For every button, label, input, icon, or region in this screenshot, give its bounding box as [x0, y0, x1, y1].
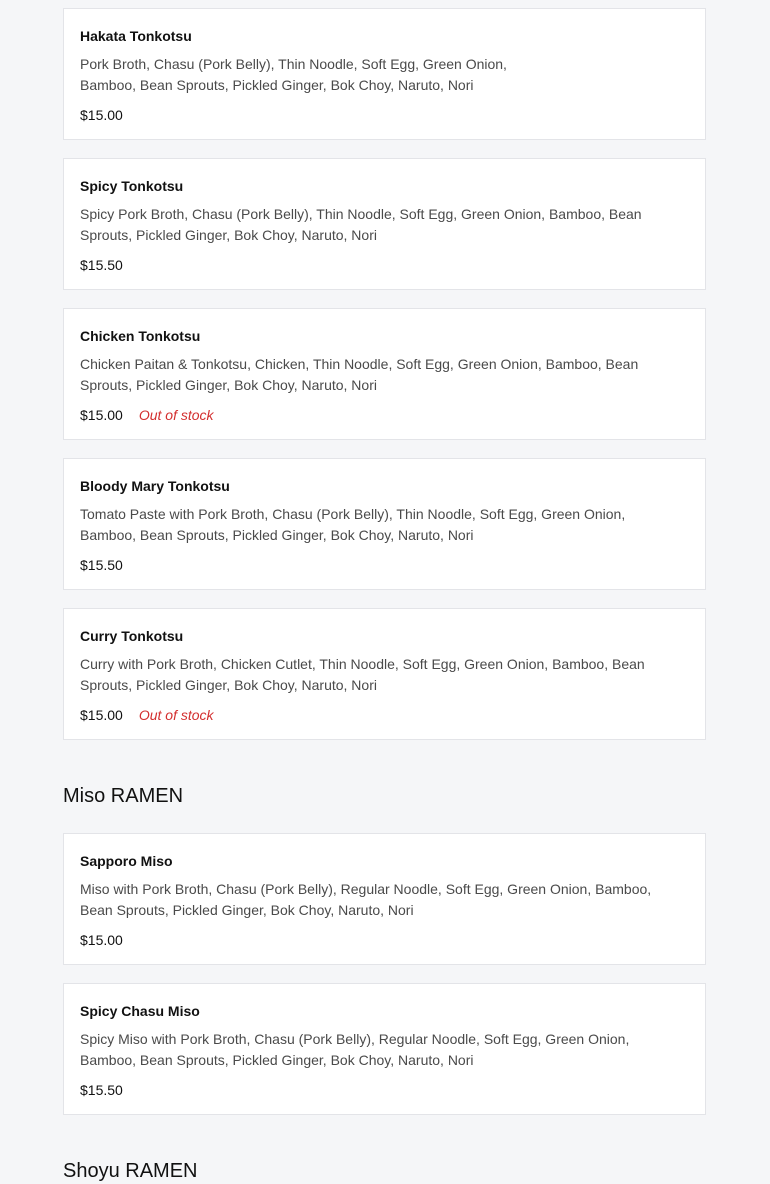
menu-item-description [80, 504, 680, 546]
menu-item-name: Curry Tonkotsu [80, 628, 184, 644]
menu-item-card[interactable] [63, 158, 706, 290]
menu-item-card[interactable] [63, 833, 706, 965]
menu-item-name: Spicy Chasu Miso [80, 1003, 200, 1019]
menu-item-price: $15.50 [80, 1082, 123, 1098]
menu-item-name: Chicken Tonkotsu [80, 328, 201, 344]
menu-item-price-row [80, 106, 123, 124]
menu-item-card[interactable] [63, 308, 706, 440]
menu-item-name: Sapporo Miso [80, 853, 173, 869]
menu-item-description [80, 1029, 680, 1071]
menu-item-card[interactable] [63, 608, 706, 740]
out-of-stock-label: Out of stock [138, 407, 214, 423]
menu-item-description-line: Spicy Pork Broth, Chasu (Pork Belly), Thin Noodle, Soft Egg, Green Onion, Bamboo, Bean [80, 206, 642, 222]
menu-item-price-row [80, 931, 123, 949]
menu-item-description-line: Sprouts, Pickled Ginger, Bok Choy, Naruto, Nori [80, 227, 377, 243]
menu-item-price-row [80, 406, 214, 424]
menu-item-description [80, 354, 680, 396]
menu-item-price-row [80, 706, 214, 724]
menu-item-description-line: Bamboo, Bean Sprouts, Pickled Ginger, Bok Choy, Naruto, Nori [80, 1052, 474, 1068]
menu-item-name: Bloody Mary Tonkotsu [80, 478, 230, 494]
menu-item-description [80, 204, 680, 246]
menu-item-price-row [80, 556, 123, 574]
menu-item-description [80, 654, 680, 696]
menu-item-description-line: Chicken Paitan & Tonkotsu, Chicken, Thin Noodle, Soft Egg, Green Onion, Bamboo, Bean [80, 356, 639, 372]
menu-item-description-line: Tomato Paste with Pork Broth, Chasu (Pork Belly), Thin Noodle, Soft Egg, Green Onion, [80, 506, 626, 522]
out-of-stock-label: Out of stock [138, 707, 214, 723]
menu-item-description-line: Curry with Pork Broth, Chicken Cutlet, Thin Noodle, Soft Egg, Green Onion, Bamboo, Bean [80, 656, 645, 672]
menu-item-price: $15.00 [80, 932, 123, 948]
menu-item-description-line: Sprouts, Pickled Ginger, Bok Choy, Naruto, Nori [80, 677, 377, 693]
section-title: Miso RAMEN [63, 785, 184, 807]
menu-item-price: $15.00 [80, 707, 123, 723]
menu-item-description-line: Bamboo, Bean Sprouts, Pickled Ginger, Bok Choy, Naruto, Nori [80, 527, 474, 543]
menu-item-card[interactable] [63, 458, 706, 590]
menu-item-description [80, 54, 680, 96]
menu-item-description-line: Bean Sprouts, Pickled Ginger, Bok Choy, Naruto, Nori [80, 902, 414, 918]
menu-item-card[interactable] [63, 8, 706, 140]
menu-item-name: Spicy Tonkotsu [80, 178, 184, 194]
section-title: Shoyu RAMEN [63, 1160, 198, 1182]
menu-item-description-line: Sprouts, Pickled Ginger, Bok Choy, Naruto, Nori [80, 377, 377, 393]
menu-item-price: $15.00 [80, 107, 123, 123]
menu-item-card[interactable] [63, 983, 706, 1115]
menu-item-description [80, 879, 680, 921]
menu-item-description-line: Bamboo, Bean Sprouts, Pickled Ginger, Bok Choy, Naruto, Nori [80, 77, 474, 93]
menu-item-price: $15.00 [80, 407, 123, 423]
menu-item-price-row [80, 256, 123, 274]
menu-item-price-row [80, 1081, 123, 1099]
menu-item-price: $15.50 [80, 557, 123, 573]
menu-item-description-line: Miso with Pork Broth, Chasu (Pork Belly), Regular Noodle, Soft Egg, Green Onion, Bamboo, [80, 881, 652, 897]
menu-item-name: Hakata Tonkotsu [80, 28, 192, 44]
menu-item-description-line: Pork Broth, Chasu (Pork Belly), Thin Noodle, Soft Egg, Green Onion, [80, 56, 507, 72]
menu-item-description-line: Spicy Miso with Pork Broth, Chasu (Pork Belly), Regular Noodle, Soft Egg, Green Onion, [80, 1031, 630, 1047]
menu-item-price: $15.50 [80, 257, 123, 273]
